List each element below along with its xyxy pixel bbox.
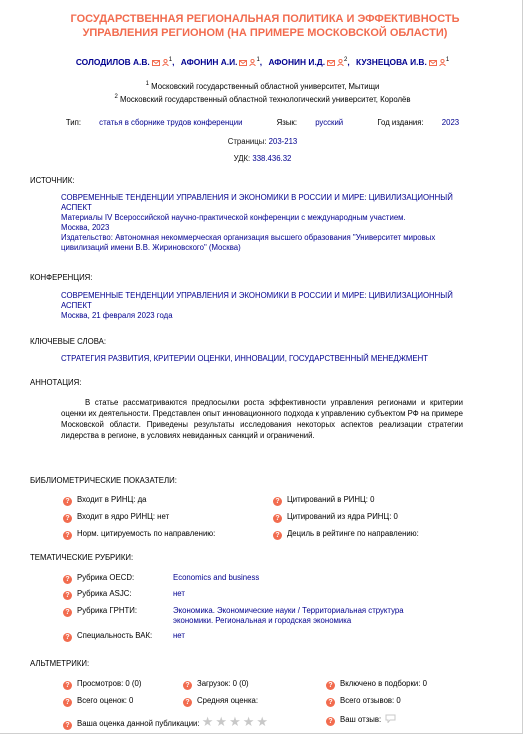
- stat-text: Всего отзывов: 0: [340, 696, 401, 705]
- conference-title-link[interactable]: СОВРЕМЕННЫЕ ТЕНДЕНЦИИ УПРАВЛЕНИЯ И ЭКОНОМИКИ В РОССИИ И МИРЕ: ЦИВИЛИЗАЦИОННЫЙ АСПЕКТ: [61, 291, 453, 310]
- alt-downloads: [183, 679, 249, 690]
- year-label: Год издания:: [377, 118, 424, 127]
- author-name[interactable]: СОЛОДИЛОВ А.В.: [75, 57, 150, 67]
- biblio-heading: БИБЛИОМЕТРИЧЕСКИЕ ПОКАЗАТЕЛИ:: [30, 476, 177, 485]
- stat-cit-rinc: [273, 495, 374, 506]
- author-sup: 1: [445, 57, 450, 63]
- help-icon[interactable]: ?: [326, 717, 335, 726]
- source-desc: Материалы IV Всероссийской научно-практической конференции с международным участием.: [61, 213, 406, 222]
- help-icon[interactable]: ?: [273, 497, 282, 506]
- rubrics-heading: ТЕМАТИЧЕСКИЕ РУБРИКИ:: [30, 553, 134, 562]
- author-name[interactable]: АФОНИН И.Д.: [268, 57, 326, 67]
- stat-decile: [273, 529, 419, 540]
- help-icon[interactable]: ?: [63, 575, 72, 584]
- author-4[interactable]: [356, 57, 449, 68]
- author-sup: 1: [256, 57, 260, 63]
- email-icon[interactable]: [327, 58, 335, 68]
- rubric-vak-value: нет: [173, 631, 185, 640]
- stat-text: Просмотров: 0 (0): [77, 679, 142, 688]
- author-sup: 1: [168, 57, 173, 63]
- conference-body: [61, 291, 466, 321]
- user-icon[interactable]: [162, 58, 169, 68]
- help-icon[interactable]: ?: [63, 531, 72, 540]
- stat-rinc: [63, 495, 146, 506]
- alt-avg: [183, 696, 258, 707]
- udk-line: [0, 154, 525, 163]
- rubric-label: Рубрика OECD:: [77, 573, 135, 582]
- comment-icon[interactable]: [385, 714, 396, 725]
- alt-your-rating: [63, 714, 270, 730]
- alt-ratings: [63, 696, 133, 707]
- rubric-asjc-label: [63, 589, 132, 600]
- pages-value: 203-213: [268, 137, 298, 146]
- type-label: Тип:: [65, 118, 81, 127]
- rubric-label: Специальность ВАК:: [77, 631, 153, 640]
- rubric-vak-label: [63, 631, 152, 642]
- help-icon[interactable]: ?: [63, 681, 72, 690]
- stat-norm: [63, 529, 215, 540]
- help-icon[interactable]: ?: [63, 497, 72, 506]
- author-name[interactable]: КУЗНЕЦОВА И.В.: [356, 57, 427, 67]
- rubric-oecd-label: [63, 573, 134, 584]
- help-icon[interactable]: ?: [63, 608, 72, 617]
- affiliation-1: [0, 81, 525, 91]
- help-icon[interactable]: ?: [63, 698, 72, 707]
- rubric-oecd-value[interactable]: Economics and business: [173, 573, 260, 582]
- source-publisher: Издательство: Автономная некоммерческая организация высшего образования "Университет мировых цивилизаций имени В.В. Жириновского" (Москва): [61, 233, 436, 252]
- rubric-grnti-value[interactable]: Экономика. Экономические науки / Территориальная структура экономики. Региональная и городская экономика: [173, 606, 404, 625]
- help-icon[interactable]: ?: [63, 721, 72, 730]
- udk-label: УДК:: [233, 154, 251, 163]
- source-heading: ИСТОЧНИК:: [30, 176, 75, 185]
- alt-reviews: [326, 696, 401, 707]
- stat-text: Цитирований в РИНЦ: 0: [287, 495, 375, 504]
- stat-text: Дециль в рейтинге по направлению:: [287, 529, 419, 538]
- lang-value: русский: [315, 118, 344, 127]
- stat-text: Ваша оценка данной публикации:: [77, 719, 200, 728]
- rating-stars[interactable]: ★★★★★: [201, 714, 271, 729]
- stat-text: Включено в подборки: 0: [340, 679, 427, 688]
- stat-text: Всего оценок: 0: [77, 696, 134, 705]
- source-body: [61, 193, 466, 253]
- stat-text: Входит в РИНЦ: да: [77, 495, 147, 504]
- user-icon[interactable]: [439, 58, 446, 68]
- udk-value: 338.436.32: [252, 154, 292, 163]
- alt-your-review: [326, 714, 396, 726]
- source-title-link[interactable]: СОВРЕМЕННЫЕ ТЕНДЕНЦИИ УПРАВЛЕНИЯ И ЭКОНОМИКИ В РОССИИ И МИРЕ: ЦИВИЛИЗАЦИОННЫЙ АСПЕКТ: [61, 193, 453, 212]
- stat-text: Загрузок: 0 (0): [197, 679, 249, 688]
- annotation-text: В статье рассматриваются предпосылки роста эффективности управления регионами и критерии оценки их деятельности. Представлен опыт инновационного подхода к управлению субъектом РФ на примере Московской области. Приведены результаты исследования некоторых аспектов реализации стратегии лидерства в регионе, в условиях невиданных санкций и ограничений.: [61, 398, 463, 440]
- rubric-grnti-label: [63, 606, 137, 617]
- author-1[interactable]: СОЛОДИЛОВ А.В. $^1$,: [75, 57, 175, 67]
- stat-core: [63, 512, 169, 523]
- affil-text: Московский государственный областной технологический университет, Королёв: [119, 95, 411, 104]
- publication-meta: [0, 118, 525, 127]
- keywords-heading: КЛЮЧЕВЫЕ СЛОВА:: [30, 337, 107, 346]
- stat-text: Норм. цитируемость по направлению:: [77, 529, 216, 538]
- rubric-label: Рубрика ASJC:: [77, 589, 132, 598]
- affil-sup: 1: [145, 81, 149, 87]
- help-icon[interactable]: ?: [326, 681, 335, 690]
- help-icon[interactable]: ?: [63, 591, 72, 600]
- affil-sup: 2: [114, 94, 118, 100]
- stat-cit-core: [273, 512, 398, 523]
- authors-line: [0, 57, 525, 68]
- author-2[interactable]: АФОНИН А.И. $^1$,: [180, 57, 263, 67]
- affil-text: Московский государственный областной университет, Мытищи: [151, 82, 380, 91]
- help-icon[interactable]: ?: [273, 514, 282, 523]
- help-icon[interactable]: ?: [273, 531, 282, 540]
- email-icon[interactable]: [152, 58, 160, 68]
- help-icon[interactable]: ?: [183, 681, 192, 690]
- stat-text: Входит в ядро РИНЦ: нет: [77, 512, 170, 521]
- alt-views: [63, 679, 141, 690]
- source-place: Москва, 2023: [61, 223, 110, 232]
- conference-heading: КОНФЕРЕНЦИЯ:: [30, 273, 93, 282]
- conference-place: Москва, 21 февраля 2023 года: [61, 311, 173, 320]
- type-value: статья в сборнике трудов конференции: [99, 118, 243, 127]
- rubric-asjc-value: нет: [173, 589, 185, 598]
- page-title: ГОСУДАРСТВЕННАЯ РЕГИОНАЛЬНАЯ ПОЛИТИКА И ЭФФЕКТИВНОСТЬ УПРАВЛЕНИЯ РЕГИОНОМ (НА ПРИМЕРЕ МОСКОВСКОЙ ОБЛАСТИ): [70, 13, 460, 39]
- lang-label: Язык:: [276, 118, 298, 127]
- rubric-label: Рубрика ГРНТИ:: [77, 606, 138, 615]
- year-value: 2023: [441, 118, 460, 127]
- pages-line: [0, 137, 525, 146]
- user-icon[interactable]: [337, 58, 344, 68]
- help-icon[interactable]: ?: [63, 633, 72, 642]
- altmetrics-heading: АЛЬТМЕТРИКИ:: [30, 659, 90, 668]
- help-icon[interactable]: ?: [326, 698, 335, 707]
- affiliation-2: [0, 94, 525, 104]
- keywords-links[interactable]: СТРАТЕГИЯ РАЗВИТИЯ, КРИТЕРИИ ОЦЕНКИ, ИННОВАЦИИ, ГОСУДАРСТВЕННЫЙ МЕНЕДЖМЕНТ: [61, 354, 429, 363]
- help-icon[interactable]: ?: [63, 514, 72, 523]
- stat-text: Ваш отзыв:: [340, 715, 382, 724]
- author-name[interactable]: АФОНИН А.И.: [180, 57, 238, 67]
- help-icon[interactable]: ?: [183, 698, 192, 707]
- author-sup: 2: [344, 57, 348, 63]
- stat-text: Цитирований из ядра РИНЦ: 0: [287, 512, 398, 521]
- pages-label: Страницы:: [227, 137, 267, 146]
- alt-collections: [326, 679, 427, 690]
- annotation-heading: АННОТАЦИЯ:: [30, 378, 82, 387]
- email-icon[interactable]: [429, 58, 437, 68]
- email-icon[interactable]: [239, 58, 247, 68]
- stat-text: Средняя оценка:: [197, 696, 259, 705]
- author-3[interactable]: АФОНИН И.Д. $^2$,: [268, 57, 350, 67]
